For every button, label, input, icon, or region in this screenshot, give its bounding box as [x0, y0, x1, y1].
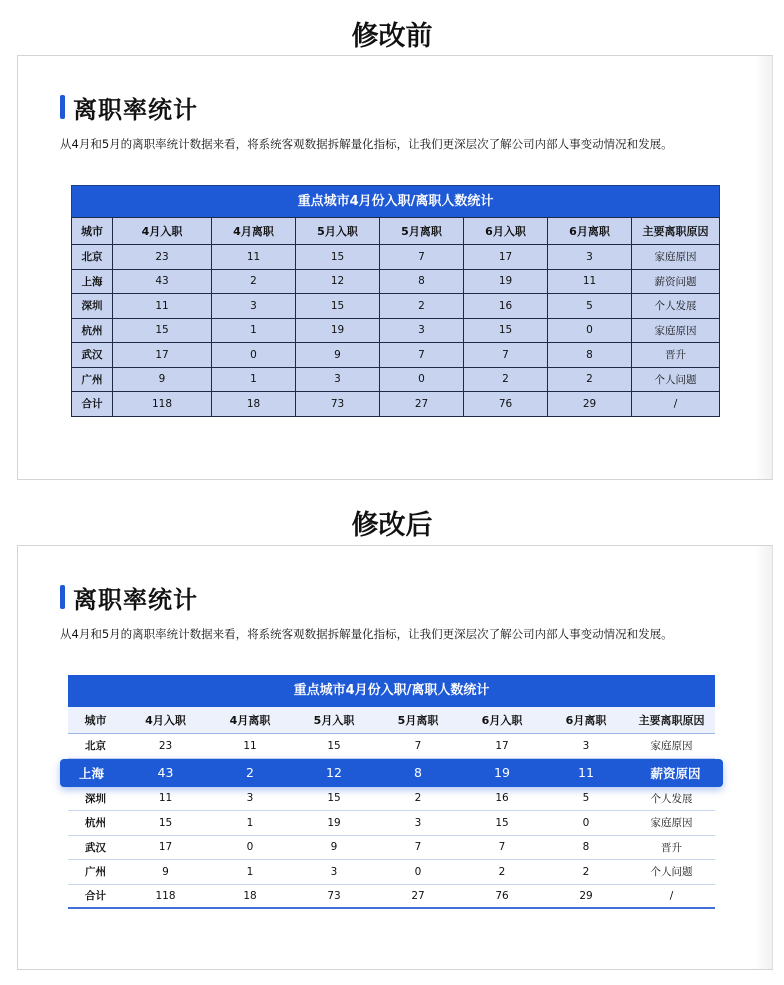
slide-description: 从4月和5月的离职率统计数据来看，将系统客观数据拆解量化指标，让我们更深层次了解公司内部人事变动情况和发展。 — [60, 627, 673, 641]
table-cell: 118 — [113, 392, 212, 417]
table-cell: 16 — [495, 792, 509, 805]
after-label: 修改后 — [351, 510, 433, 541]
column-header: 6月入职 — [464, 218, 548, 245]
table-cell: 0 — [212, 343, 296, 368]
table-row — [68, 811, 715, 836]
column-header: 5月离职 — [397, 714, 439, 727]
table-cell: 15 — [113, 318, 212, 343]
table-cell: 23 — [158, 739, 173, 752]
city-cell: 北京 — [85, 740, 106, 753]
table-cell: 0 — [582, 816, 590, 829]
table-cell: 0 — [414, 865, 422, 878]
table-cell: 0 — [246, 841, 254, 854]
table-cell: 7 — [498, 841, 506, 854]
table-cell: 29 — [548, 392, 632, 417]
table-cell: 8 — [582, 841, 590, 854]
table-cell: 27 — [411, 889, 425, 902]
table-cell: / — [632, 392, 720, 417]
table-cell: 23 — [113, 245, 212, 270]
table-cell: 个人问题 — [632, 367, 720, 392]
table-cell: 73 — [327, 889, 341, 902]
column-header: 主要离职原因 — [638, 714, 705, 727]
table-cell: 个人发展 — [650, 792, 693, 805]
table-cell: 9 — [296, 343, 380, 368]
table-cell: 15 — [296, 294, 380, 319]
table-cell: 19 — [327, 816, 341, 829]
table-cell: 家庭原因 — [650, 817, 693, 830]
table-row — [72, 294, 720, 319]
table-cell: 27 — [380, 392, 464, 417]
table-cell: 家庭原因 — [632, 245, 720, 270]
table-header-row — [68, 707, 715, 734]
before-label: 修改前 — [351, 21, 433, 52]
column-header: 主要离职原因 — [632, 218, 720, 245]
city-cell: 上海 — [72, 269, 113, 294]
table-cell: 12 — [326, 765, 342, 780]
table-cell: 2 — [212, 269, 296, 294]
table-cell: 76 — [495, 889, 509, 902]
table-cell: 18 — [243, 889, 257, 902]
city-cell: 广州 — [85, 866, 106, 879]
table-cell: 76 — [464, 392, 548, 417]
table-cell: 3 — [246, 792, 254, 805]
table-cell: 43 — [157, 765, 174, 780]
table-cell: 薪资原因 — [650, 765, 701, 781]
stats-table-after — [68, 675, 715, 909]
table-cell: 3 — [548, 245, 632, 270]
table-cell: 1 — [212, 367, 296, 392]
stats-table-before — [71, 185, 720, 417]
table-cell: 15 — [296, 245, 380, 270]
table-cell: 薪资问题 — [632, 269, 720, 294]
table-cell: 11 — [548, 269, 632, 294]
slide-heading — [60, 582, 198, 612]
table-cell: 5 — [548, 294, 632, 319]
table-cell: 0 — [380, 367, 464, 392]
heading-accent-bar — [60, 585, 65, 609]
heading-text: 离职率统计 — [73, 95, 198, 124]
table-cell: 43 — [113, 269, 212, 294]
city-cell: 武汉 — [72, 343, 113, 368]
slide-description: 从4月和5月的离职率统计数据来看，将系统客观数据拆解量化指标，让我们更深层次了解公司内部人事变动情况和发展。 — [60, 137, 673, 151]
table-title: 重点城市4月份入职/离职人数统计 — [68, 675, 715, 707]
heading-text: 离职率统计 — [73, 585, 198, 614]
city-cell: 杭州 — [85, 817, 106, 830]
table-cell: 2 — [498, 865, 506, 878]
column-header: 4月离职 — [229, 714, 271, 727]
city-cell: 合计 — [72, 392, 113, 417]
city-cell: 广州 — [72, 367, 113, 392]
table-cell: 2 — [548, 367, 632, 392]
table-cell: 17 — [158, 841, 173, 854]
table-title: 重点城市4月份入职/离职人数统计 — [71, 185, 720, 217]
slide-before — [17, 55, 773, 480]
table-cell: 15 — [158, 816, 173, 829]
table-cell: 3 — [330, 865, 338, 878]
table-cell: 17 — [113, 343, 212, 368]
table-cell: 7 — [380, 245, 464, 270]
table-cell: 8 — [414, 765, 422, 780]
table-cell: 晋升 — [632, 343, 720, 368]
table-cell: 5 — [582, 792, 590, 805]
table-cell: 1 — [212, 318, 296, 343]
column-header: 6月离职 — [565, 714, 607, 727]
column-header: 5月离职 — [380, 218, 464, 245]
table-cell: 7 — [380, 343, 464, 368]
city-cell: 深圳 — [85, 792, 106, 805]
table-cell: 19 — [296, 318, 380, 343]
table-cell: 7 — [414, 841, 422, 854]
table-row — [72, 343, 720, 368]
table-row — [68, 860, 715, 885]
table-cell: 8 — [548, 343, 632, 368]
table-header-row — [72, 218, 720, 245]
table-row — [72, 392, 720, 417]
table-cell: 2 — [414, 792, 422, 805]
table-cell: 17 — [495, 739, 509, 752]
table-cell: 3 — [296, 367, 380, 392]
heading-accent-bar — [60, 95, 65, 119]
column-header: 6月入职 — [481, 714, 523, 727]
city-cell: 深圳 — [72, 294, 113, 319]
table-cell: 3 — [380, 318, 464, 343]
table-cell: 个人问题 — [650, 866, 693, 879]
table-row — [72, 367, 720, 392]
table-row — [68, 885, 715, 910]
column-header: 5月入职 — [313, 714, 355, 727]
column-header: 4月离职 — [212, 218, 296, 245]
table-cell: 118 — [155, 889, 176, 902]
column-header: 6月离职 — [548, 218, 632, 245]
table-cell: 18 — [212, 392, 296, 417]
table-row — [72, 245, 720, 270]
table-cell: 晋升 — [661, 841, 682, 854]
column-header: 城市 — [72, 218, 113, 245]
table-cell: 11 — [113, 294, 212, 319]
table-cell: 19 — [494, 765, 510, 780]
table-cell: 7 — [414, 739, 422, 752]
table-row — [68, 836, 715, 861]
city-cell: 北京 — [72, 245, 113, 270]
table-cell: 16 — [464, 294, 548, 319]
table-cell: 12 — [296, 269, 380, 294]
table-cell: 家庭原因 — [632, 318, 720, 343]
table-cell: 29 — [579, 889, 593, 902]
table-cell: 11 — [578, 765, 594, 780]
table-row — [60, 759, 723, 787]
table-cell: 8 — [380, 269, 464, 294]
column-header: 4月入职 — [113, 218, 212, 245]
table-cell: 3 — [414, 816, 422, 829]
table-cell: 0 — [548, 318, 632, 343]
table-cell: 2 — [582, 865, 590, 878]
table-cell: 1 — [246, 865, 254, 878]
table-cell: 家庭原因 — [650, 740, 693, 753]
table-cell: 17 — [464, 245, 548, 270]
table-row — [68, 734, 715, 759]
table-row — [72, 318, 720, 343]
table-cell: 15 — [327, 739, 341, 752]
city-cell: 上海 — [78, 765, 104, 781]
table-cell: 15 — [464, 318, 548, 343]
column-header: 城市 — [84, 714, 107, 727]
table-cell: 11 — [243, 739, 257, 752]
table-cell: 个人发展 — [632, 294, 720, 319]
city-cell: 合计 — [85, 890, 106, 903]
table-cell: 2 — [246, 765, 254, 780]
table-cell: 7 — [464, 343, 548, 368]
table-cell: 73 — [296, 392, 380, 417]
table-cell: / — [669, 889, 674, 902]
slide-heading — [60, 92, 198, 122]
table-row — [72, 269, 720, 294]
table-cell: 9 — [113, 367, 212, 392]
column-header: 5月入职 — [296, 218, 380, 245]
table-cell: 11 — [212, 245, 296, 270]
table-cell: 11 — [158, 792, 173, 805]
city-cell: 杭州 — [72, 318, 113, 343]
slide-after — [17, 545, 773, 970]
table-cell: 9 — [330, 841, 338, 854]
table-row — [68, 787, 715, 812]
table-cell: 9 — [162, 865, 169, 878]
table-cell: 2 — [464, 367, 548, 392]
table-cell: 1 — [246, 816, 254, 829]
table-cell: 15 — [327, 792, 341, 805]
column-header: 4月入职 — [145, 714, 186, 727]
table-cell: 19 — [464, 269, 548, 294]
table-cell: 3 — [582, 739, 590, 752]
table-cell: 15 — [495, 816, 509, 829]
table-cell: 2 — [380, 294, 464, 319]
city-cell: 武汉 — [85, 841, 106, 854]
table-cell: 3 — [212, 294, 296, 319]
